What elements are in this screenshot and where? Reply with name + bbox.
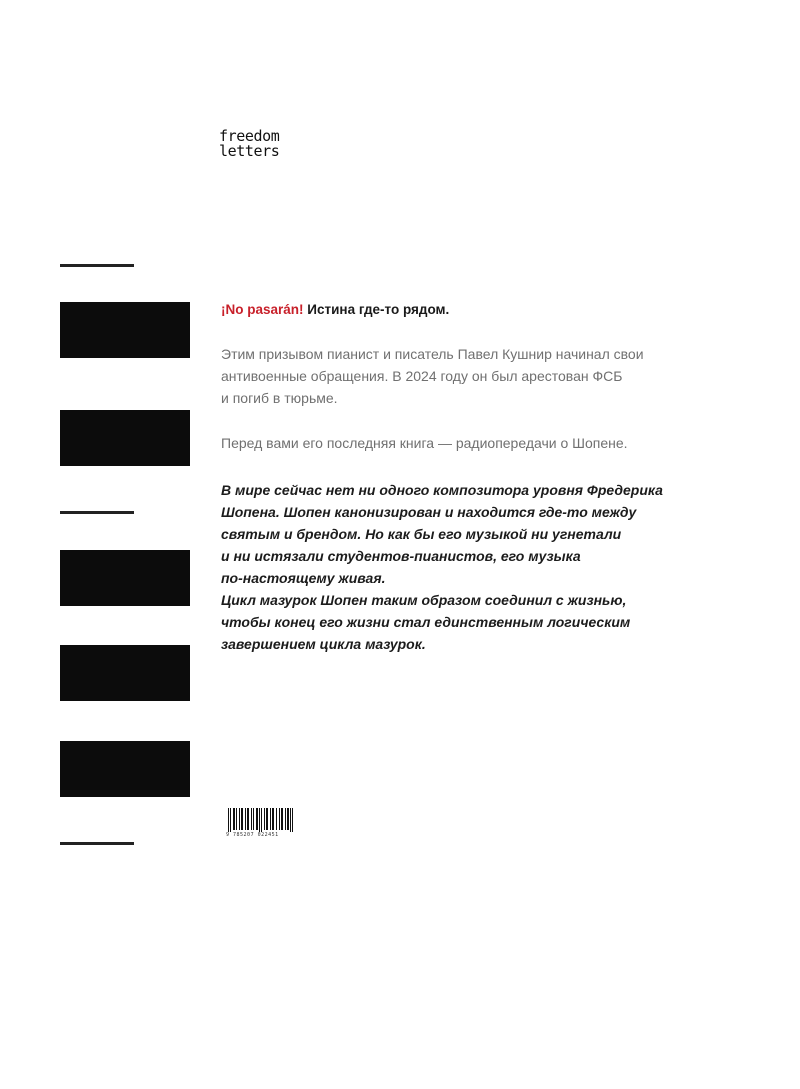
headline-tagline: Истина где-то рядом. [307,302,450,317]
quote-line: Шопена. Шопен канонизирован и находится где-то между [221,504,637,520]
quote-line: завершением цикла мазурок. [221,636,426,652]
quote-line: В мире сейчас нет ни одного композитора уровня Фредерика [221,482,663,498]
quote-line: святым и брендом. Но как бы его музыкой ни угнетали [221,526,622,542]
quote-paragraph [221,479,691,655]
intro-line: Этим призывом пианист и писатель Павел Кушнир начинал свои [221,346,644,362]
quote-line: по-настоящему живая. [221,570,386,586]
redaction-bar [60,645,190,701]
isbn-barcode [226,808,294,838]
redaction-line [60,264,134,267]
intro-line: и погиб в тюрьме. [221,390,338,406]
quote-line: чтобы конец его жизни стал единственным логическим [221,614,631,630]
quote-line: и ни истязали студентов-пианистов, его музыка [221,548,581,564]
redaction-line [60,842,134,845]
headline [221,302,449,317]
book-note-line: Перед вами его последняя книга — радиопередачи о Шопене. [221,435,628,451]
redaction-bar [60,410,190,466]
barcode-icon [226,808,294,832]
headline-slogan: ¡No pasarán! [221,302,304,317]
intro-line: антивоенные обращения. В 2024 году он был арестован ФСБ [221,368,623,384]
isbn-number: 9 785207 022451 [226,832,279,838]
publisher-logo [219,129,279,159]
logo-line-1: freedom [219,127,280,145]
redaction-bar [60,741,190,797]
redaction-line [60,511,134,514]
intro-paragraph [221,343,691,409]
quote-line: Цикл мазурок Шопен таким образом соединил с жизнью, [221,592,627,608]
logo-line-2: letters [219,142,280,160]
redaction-bar [60,302,190,358]
book-note [221,432,691,454]
redaction-bar [60,550,190,606]
